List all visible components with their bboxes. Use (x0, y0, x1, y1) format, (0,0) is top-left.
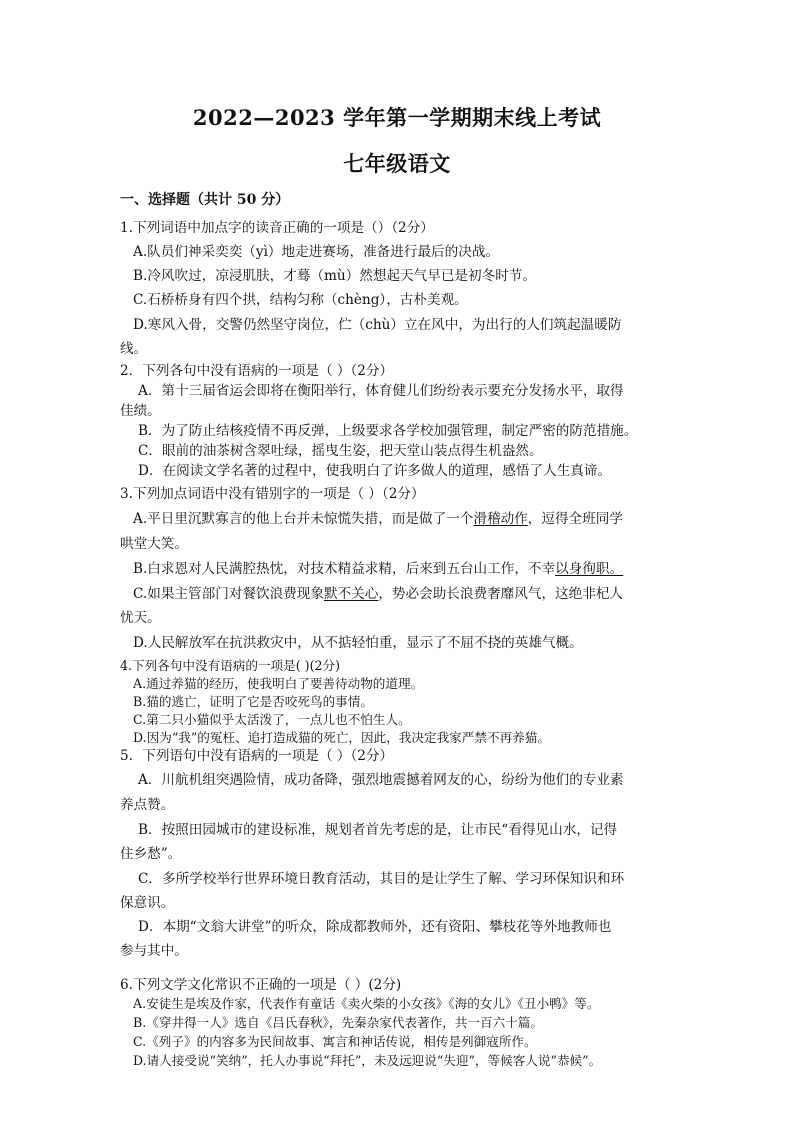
option-b: B．按照田园城市的建设标准，规划者首先考虑的是，让市民“看得见山水，记得 (138, 822, 618, 838)
question-stem: 3.下列加点词语中没有错别字的一项是（ ）（2分） (120, 486, 425, 502)
option-c: C.石桥桥身有四个拱，结构匀称（chèng），古朴美观。 (133, 292, 468, 308)
question-stem: 4.下列各句中没有语病的一项是( )(2分) (120, 658, 340, 673)
option-b: B.白求恩对人民满腔热忱，对技术精益求精，后来到五台山工作，不幸以身徇职。 (133, 561, 624, 577)
option-a: A.平日里沉默寡言的他上台并未惊慌失措，而是做了一个滑稽动作，逗得全班同学 (133, 511, 623, 527)
option-d: D．本期“文翁大讲堂”的听众，除成都教师外，还有资阳、攀枝花等外地教师也 (138, 919, 612, 935)
option-a: A.队员们神采奕奕（yì）地走进赛场，准备进行最后的决战。 (133, 244, 500, 260)
question-stem: 1.下列词语中加点字的读音正确的一项是（）（2分） (120, 220, 434, 236)
option-a: A．川航机组突遇险情，成功备降，强烈地震撼着网友的心，纷纷为他们的专业素 (138, 772, 624, 788)
option-d-continued: 参与其中。 (120, 943, 188, 959)
question-stem: 5．下列语句中没有语病的一项是（ ）（2分） (120, 748, 394, 764)
option-c: C.如果主管部门对餐饮浪费现象默不关心，势必会助长浪费奢靡风气，这绝非杞人 (133, 586, 624, 602)
underlined-term: 以身徇职。 (555, 561, 624, 577)
option-c-continued: 忧天。 (120, 610, 161, 626)
question-stem: 2．下列各句中没有语病的一项是（ ）（2分） (120, 363, 394, 379)
underlined-term: 滑稽动作 (473, 511, 528, 527)
section-heading: 一、选择题（共计 50 分） (120, 192, 290, 208)
option-c: C.《列子》的内容多为民间故事、寓言和神话传说，相传是列御寇所作。 (133, 1034, 537, 1049)
option-a-continued: 哄堂大笑。 (120, 536, 188, 552)
option-b: B.猫的逃亡，证明了它是否咬死鸟的事情。 (133, 694, 373, 709)
option-d-continued: 线。 (120, 341, 148, 357)
option-b: B.冷风吹过，凉浸肌肤，才蓦（mù）然想起天气早已是初冬时节。 (133, 268, 536, 284)
option-c: C．眼前的油茶树含翠吐绿，摇曳生姿，把天堂山装点得生机盎然。 (138, 443, 543, 459)
option-b: B.《穿井得一人》选自《吕氏春秋》，先秦杂家代表著作，共一百六十篇。 (133, 1015, 543, 1030)
option-b: B．为了防止结核疫情不再反弹，上级要求各学校加强管理，制定严密的防范措施。 (138, 423, 638, 439)
option-c: C.第二只小猫似乎太活泼了，一点儿也不怕生人。 (133, 712, 411, 727)
option-b-continued: 住乡愁”。 (120, 846, 182, 862)
option-a-continued: 养点赞。 (120, 797, 175, 813)
option-a-continued: 佳绩。 (120, 403, 161, 419)
option-a: A.安徒生是埃及作家，代表作有童话《卖火柴的小女孩》《海的女儿》《丑小鸭》等。 (133, 996, 600, 1011)
option-d: D．在阅读文学名著的过程中，使我明白了许多做人的道理，感悟了人生真谛。 (138, 463, 612, 479)
option-d: D.人民解放军在抗洪救灾中，从不掂轻怕重，显示了不屈不挠的英雄气概。 (133, 635, 583, 651)
option-c: C．多所学校举行世界环境日教育活动，其目的是让学生了解、学习环保知识和环 (138, 871, 625, 887)
option-d: D.请人接受说“笑纳”，托人办事说“拜托”，未及远迎说“失迎”，等候客人说“恭候”。 (133, 1053, 602, 1068)
option-a: A.通过养猫的经历，使我明白了要善待动物的道理。 (133, 676, 424, 691)
underlined-term: 默不关心 (323, 586, 379, 602)
option-d: D.因为“我”的冤枉、追打造成猫的死亡，因此，我决定我家严禁不再养猫。 (133, 730, 550, 745)
option-c-continued: 保意识。 (120, 895, 175, 911)
option-a: A．第十三届省运会即将在衡阳举行，体育健儿们纷纷表示要充分发扬水平，取得 (138, 383, 624, 399)
option-d: D.寒风入骨，交警仍然坚守岗位，伫（chù）立在风中，为出行的人们筑起温暖防 (133, 317, 622, 333)
question-stem: 6.下列文学文化常识不正确的一项是（ ）(2分) (120, 977, 402, 993)
exam-subtitle: 七年级语文 (343, 151, 451, 176)
exam-title: 2022—2023 学年第一学期期末线上考试 (192, 105, 602, 130)
